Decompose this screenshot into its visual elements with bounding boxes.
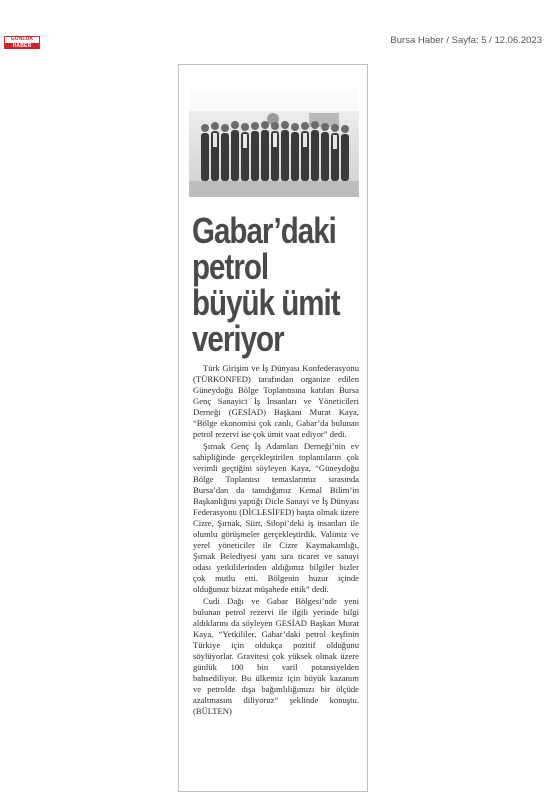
article-clipping bbox=[178, 64, 368, 792]
headline-line: büyük ümit bbox=[192, 282, 340, 323]
header-separator-2: / bbox=[486, 35, 495, 46]
group-photo-image bbox=[189, 89, 359, 197]
issue-date: 12.06.2023 bbox=[494, 35, 542, 46]
headline-line: veriyor bbox=[192, 318, 284, 359]
newspaper-logo[interactable] bbox=[4, 36, 40, 47]
page-header bbox=[0, 0, 546, 48]
article-paragraph: Cudi Dağı ve Gabar Bölgesi’nde yeni bulunan petrol rezervi ile ilgili yerinde bilgi aldıklarını da söyleyen GESİAD Başkan Murat Kaya, “Yetkililer, Gabar’daki petrol keşfinin Türkiye için oldukça pozitif olduğunu söylüyorlar. Gravitesi çok yüksek olmak üzere günlük 100 bin varil potansiyelden bahsediliyor. Bu ülkemiz için büyük kazanım ve petrolde dışa bağımlılığımızı bir ölçüde azaltmasını diliyoruz” şeklinde konuştu.(BÜLTEN) bbox=[193, 596, 359, 716]
header-separator: / bbox=[443, 35, 452, 46]
article-headline bbox=[192, 210, 340, 359]
headline-line: Gabar’daki bbox=[192, 210, 336, 251]
article-paragraph: Şırnak Genç İş Adamları Derneği’nin ev sahipliğinde gerçekleştirilen toplantıların çok verimli geçtiğini söyleyen Kaya, “Güneydoğu Bölge Toplantısı temaslarımız sırasında Bursa’dan da tanıdığımız Kemal Bilim’in Başkanlığını yaptığı Dicle Sanayi ve İş Dünyası Federasyonu (DİCLESİFED) başta olmak üzere Cizre, Şırnak, Siirt, Silopi’deki iş insanları ile olumlu görüşmeler gerçekleştirdik. Valimiz ve yerel yöneticiler ile Cizre Kaymakamlığı, Şırnak Belediyesi yanı sıra ticaret ve sanayi odası yetkililerinden aldığımız bilgiler bizler çok mutlu etti. Bölgenin huzur içinde olduğunuz bizzat müşahede ettik” dedi. bbox=[193, 441, 359, 594]
article-body bbox=[193, 363, 359, 717]
logo-bottom-text: HABER bbox=[4, 44, 40, 50]
publication-name: Bursa Haber bbox=[390, 35, 444, 46]
logo-top-text: GÜNLÜK bbox=[4, 36, 40, 44]
page-number: Sayfa: 5 bbox=[451, 35, 487, 46]
page-info bbox=[390, 35, 542, 46]
headline-line: petrol bbox=[192, 246, 269, 287]
article-photo bbox=[189, 89, 359, 197]
article-paragraph: Türk Girişim ve İş Dünyası Konfederasyonu (TÜRKONFED) tarafından organize edilen Güneydoğu Bölge Toplantısına katılan Bursa Genç Sanayici İş İnsanları ve Yöneticileri Derneği (GESİAD) Başkanı Murat Kaya, “Bölge ekonomisi çok canlı, Gabar’da bulunan petrol rezervi ise çok ümit vaat ediyor” dedi. bbox=[193, 363, 359, 439]
